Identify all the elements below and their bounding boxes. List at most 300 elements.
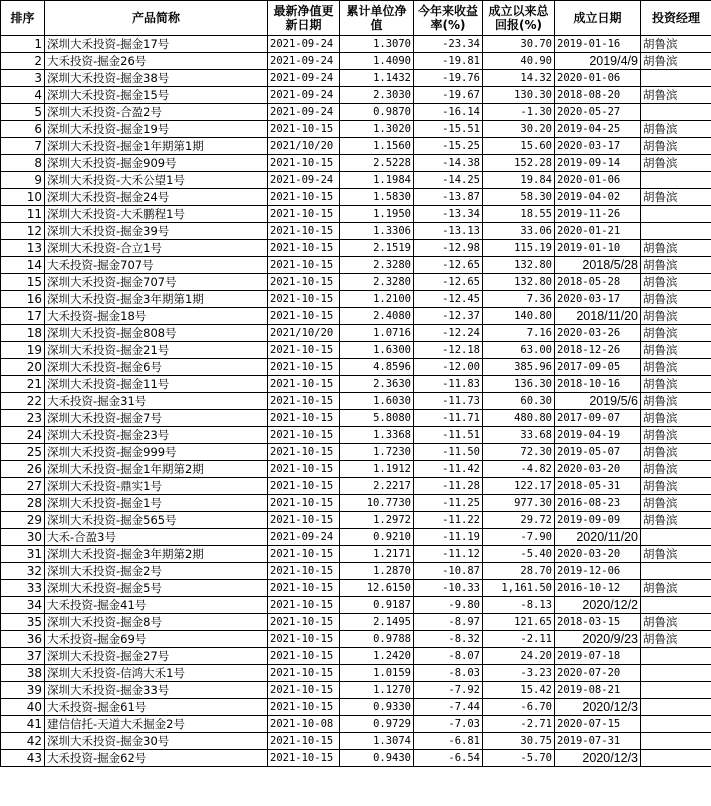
cell-manager: 胡鲁滨 [641,359,711,376]
cell-ytd-return: -13.87 [414,189,483,206]
cell-cumulative-nav: 1.1432 [340,70,414,87]
cell-ytd-return: -7.44 [414,699,483,716]
cell-founded-date: 2020-01-06 [555,172,641,189]
cell-cumulative-nav: 2.1519 [340,240,414,257]
cell-product-name: 深圳大禾投资-掘金1号 [45,495,268,512]
cell-product-name: 大禾投资-掘金707号 [45,257,268,274]
table-row [1,257,711,274]
table-row [1,597,711,614]
cell-rank: 4 [1,87,45,104]
cell-since-inception-return: 24.20 [483,648,555,665]
cell-founded-date: 2020-03-17 [555,138,641,155]
cell-since-inception-return: 19.84 [483,172,555,189]
table-row [1,614,711,631]
cell-since-inception-return: 132.80 [483,257,555,274]
cell-cumulative-nav: 2.3030 [340,87,414,104]
cell-product-name: 深圳大禾投资-掘金27号 [45,648,268,665]
table-row [1,359,711,376]
cell-since-inception-return: 29.72 [483,512,555,529]
cell-since-inception-return: 136.30 [483,376,555,393]
header-row [1,1,711,36]
cell-nav-date: 2021-09-24 [268,172,340,189]
cell-founded-date: 2020/9/23 [555,631,641,648]
cell-product-name: 大禾投资-掘金26号 [45,53,268,70]
cell-founded-date: 2019/4/9 [555,53,641,70]
cell-ytd-return: -11.22 [414,512,483,529]
cell-founded-date: 2020-07-20 [555,665,641,682]
header-manager: 投资经理 [641,1,711,36]
cell-ytd-return: -10.87 [414,563,483,580]
cell-since-inception-return: -8.13 [483,597,555,614]
table-row [1,342,711,359]
cell-rank: 31 [1,546,45,563]
cell-ytd-return: -12.18 [414,342,483,359]
cell-rank: 23 [1,410,45,427]
cell-rank: 39 [1,682,45,699]
cell-nav-date: 2021-10-15 [268,546,340,563]
cell-since-inception-return: 152.28 [483,155,555,172]
cell-since-inception-return: 7.36 [483,291,555,308]
cell-since-inception-return: -2.71 [483,716,555,733]
table-row [1,563,711,580]
cell-rank: 43 [1,750,45,767]
table-row [1,223,711,240]
cell-rank: 7 [1,138,45,155]
cell-manager: 胡鲁滨 [641,461,711,478]
cell-manager: 胡鲁滨 [641,393,711,410]
cell-nav-date: 2021-10-15 [268,478,340,495]
cell-product-name: 深圳大禾投资-掘金30号 [45,733,268,750]
cell-manager: 胡鲁滨 [641,36,711,53]
cell-nav-date: 2021-10-15 [268,682,340,699]
cell-manager: 胡鲁滨 [641,274,711,291]
cell-since-inception-return: 60.30 [483,393,555,410]
cell-nav-date: 2021-10-15 [268,597,340,614]
cell-founded-date: 2019-04-19 [555,427,641,444]
cell-manager: 胡鲁滨 [641,410,711,427]
table-row [1,444,711,461]
table-row [1,682,711,699]
cell-cumulative-nav: 0.9187 [340,597,414,614]
cell-ytd-return: -14.38 [414,155,483,172]
cell-nav-date: 2021-10-15 [268,206,340,223]
cell-product-name: 深圳大禾投资-掘金6号 [45,359,268,376]
header-ytd-return: 今年来收益率(%) [414,1,483,36]
cell-nav-date: 2021-10-15 [268,240,340,257]
cell-ytd-return: -12.24 [414,325,483,342]
cell-rank: 9 [1,172,45,189]
cell-since-inception-return: 130.30 [483,87,555,104]
table-row [1,155,711,172]
cell-nav-date: 2021-10-15 [268,308,340,325]
cell-rank: 8 [1,155,45,172]
cell-rank: 20 [1,359,45,376]
cell-ytd-return: -11.28 [414,478,483,495]
cell-rank: 42 [1,733,45,750]
cell-ytd-return: -6.81 [414,733,483,750]
cell-cumulative-nav: 0.9788 [340,631,414,648]
cell-nav-date: 2021-10-15 [268,274,340,291]
cell-nav-date: 2021/10/20 [268,325,340,342]
table-row [1,308,711,325]
cell-nav-date: 2021-09-24 [268,104,340,121]
cell-since-inception-return: 30.70 [483,36,555,53]
table-row [1,631,711,648]
cell-rank: 33 [1,580,45,597]
cell-ytd-return: -7.92 [414,682,483,699]
cell-ytd-return: -12.98 [414,240,483,257]
cell-rank: 34 [1,597,45,614]
cell-founded-date: 2018-03-15 [555,614,641,631]
cell-nav-date: 2021-10-15 [268,461,340,478]
cell-since-inception-return: 33.06 [483,223,555,240]
cell-manager [641,597,711,614]
cell-cumulative-nav: 1.3070 [340,36,414,53]
cell-nav-date: 2021-10-15 [268,291,340,308]
cell-manager: 胡鲁滨 [641,478,711,495]
table-row [1,206,711,223]
cell-founded-date: 2019-11-26 [555,206,641,223]
cell-manager [641,750,711,767]
cell-cumulative-nav: 1.6300 [340,342,414,359]
cell-product-name: 深圳大禾投资-大禾公望1号 [45,172,268,189]
cell-rank: 10 [1,189,45,206]
cell-cumulative-nav: 1.2972 [340,512,414,529]
cell-manager: 胡鲁滨 [641,342,711,359]
cell-ytd-return: -15.51 [414,121,483,138]
cell-cumulative-nav: 2.3630 [340,376,414,393]
cell-since-inception-return: 7.16 [483,325,555,342]
cell-founded-date: 2018-08-20 [555,87,641,104]
cell-rank: 2 [1,53,45,70]
cell-product-name: 深圳大禾投资-合立1号 [45,240,268,257]
cell-rank: 35 [1,614,45,631]
cell-product-name: 深圳大禾投资-掘金8号 [45,614,268,631]
cell-cumulative-nav: 1.2100 [340,291,414,308]
cell-product-name: 大禾投资-掘金69号 [45,631,268,648]
cell-manager: 胡鲁滨 [641,325,711,342]
cell-manager: 胡鲁滨 [641,631,711,648]
cell-product-name: 大禾投资-掘金61号 [45,699,268,716]
cell-rank: 21 [1,376,45,393]
cell-since-inception-return: 30.75 [483,733,555,750]
cell-cumulative-nav: 4.8596 [340,359,414,376]
cell-product-name: 深圳大禾投资-掘金2号 [45,563,268,580]
cell-product-name: 深圳大禾投资-掘金5号 [45,580,268,597]
cell-product-name: 深圳大禾投资-掘金999号 [45,444,268,461]
table-row [1,291,711,308]
cell-cumulative-nav: 1.1950 [340,206,414,223]
cell-manager [641,563,711,580]
cell-ytd-return: -12.65 [414,274,483,291]
table-row [1,495,711,512]
table-row [1,104,711,121]
cell-since-inception-return: -6.70 [483,699,555,716]
cell-manager: 胡鲁滨 [641,580,711,597]
cell-since-inception-return: 63.00 [483,342,555,359]
cell-founded-date: 2019-08-21 [555,682,641,699]
cell-founded-date: 2019-07-31 [555,733,641,750]
cell-rank: 14 [1,257,45,274]
cell-cumulative-nav: 1.7230 [340,444,414,461]
cell-product-name: 深圳大禾投资-掘金21号 [45,342,268,359]
cell-nav-date: 2021-10-15 [268,699,340,716]
cell-cumulative-nav: 1.3074 [340,733,414,750]
header-cumulative-nav: 累计单位净值 [340,1,414,36]
cell-ytd-return: -11.83 [414,376,483,393]
cell-cumulative-nav: 1.1984 [340,172,414,189]
table-row [1,274,711,291]
cell-manager: 胡鲁滨 [641,240,711,257]
cell-nav-date: 2021-09-24 [268,53,340,70]
cell-product-name: 深圳大禾投资-掘金1年期第1期 [45,138,268,155]
cell-founded-date: 2019-09-14 [555,155,641,172]
cell-cumulative-nav: 1.6030 [340,393,414,410]
cell-rank: 32 [1,563,45,580]
cell-product-name: 深圳大禾投资-合盈2号 [45,104,268,121]
cell-nav-date: 2021-10-15 [268,155,340,172]
cell-founded-date: 2018-12-26 [555,342,641,359]
table-row [1,70,711,87]
table-row [1,529,711,546]
cell-product-name: 深圳大禾投资-掘金7号 [45,410,268,427]
cell-nav-date: 2021-10-15 [268,733,340,750]
table-row [1,716,711,733]
cell-nav-date: 2021-10-15 [268,121,340,138]
cell-since-inception-return: 33.68 [483,427,555,444]
cell-product-name: 大禾投资-掘金41号 [45,597,268,614]
cell-nav-date: 2021-10-15 [268,614,340,631]
cell-nav-date: 2021-10-15 [268,665,340,682]
cell-rank: 16 [1,291,45,308]
cell-manager: 胡鲁滨 [641,87,711,104]
cell-rank: 37 [1,648,45,665]
cell-since-inception-return: -1.30 [483,104,555,121]
cell-since-inception-return: -7.90 [483,529,555,546]
cell-cumulative-nav: 1.5830 [340,189,414,206]
cell-founded-date: 2017-09-07 [555,410,641,427]
cell-rank: 29 [1,512,45,529]
cell-cumulative-nav: 10.7730 [340,495,414,512]
cell-since-inception-return: 977.30 [483,495,555,512]
table-row [1,427,711,444]
cell-manager: 胡鲁滨 [641,257,711,274]
cell-founded-date: 2019-01-10 [555,240,641,257]
cell-since-inception-return: 72.30 [483,444,555,461]
cell-ytd-return: -12.45 [414,291,483,308]
cell-rank: 25 [1,444,45,461]
cell-nav-date: 2021-10-15 [268,631,340,648]
table-row [1,376,711,393]
cell-since-inception-return: 122.17 [483,478,555,495]
cell-founded-date: 2018/5/28 [555,257,641,274]
table-row [1,461,711,478]
header-founded-date: 成立日期 [555,1,641,36]
cell-ytd-return: -13.34 [414,206,483,223]
cell-rank: 11 [1,206,45,223]
header-rank: 排序 [1,1,45,36]
cell-cumulative-nav: 0.9870 [340,104,414,121]
cell-rank: 26 [1,461,45,478]
cell-nav-date: 2021-10-15 [268,512,340,529]
table-row [1,648,711,665]
cell-since-inception-return: -4.82 [483,461,555,478]
cell-rank: 5 [1,104,45,121]
cell-cumulative-nav: 5.8080 [340,410,414,427]
header-since-inception-return: 成立以来总回报(%) [483,1,555,36]
cell-cumulative-nav: 0.9430 [340,750,414,767]
header-product-name: 产品简称 [45,1,268,36]
cell-product-name: 深圳大禾投资-信鸿大禾1号 [45,665,268,682]
cell-product-name: 大禾投资-掘金18号 [45,308,268,325]
cell-nav-date: 2021-10-15 [268,444,340,461]
cell-product-name: 深圳大禾投资-鼎实1号 [45,478,268,495]
cell-manager [641,529,711,546]
cell-manager: 胡鲁滨 [641,376,711,393]
cell-manager: 胡鲁滨 [641,546,711,563]
cell-rank: 40 [1,699,45,716]
cell-cumulative-nav: 1.2420 [340,648,414,665]
cell-product-name: 深圳大禾投资-掘金23号 [45,427,268,444]
cell-nav-date: 2021-10-15 [268,648,340,665]
table-row [1,733,711,750]
cell-product-name: 深圳大禾投资-掘金24号 [45,189,268,206]
cell-manager [641,682,711,699]
cell-cumulative-nav: 1.3020 [340,121,414,138]
cell-founded-date: 2020-05-27 [555,104,641,121]
cell-product-name: 深圳大禾投资-掘金39号 [45,223,268,240]
cell-nav-date: 2021-10-15 [268,257,340,274]
cell-nav-date: 2021-09-24 [268,529,340,546]
cell-cumulative-nav: 0.9210 [340,529,414,546]
cell-founded-date: 2018-05-31 [555,478,641,495]
cell-ytd-return: -13.13 [414,223,483,240]
cell-product-name: 深圳大禾投资-掘金1年期第2期 [45,461,268,478]
cell-rank: 36 [1,631,45,648]
table-row [1,750,711,767]
header-nav-date: 最新净值更新日期 [268,1,340,36]
cell-founded-date: 2020/12/3 [555,750,641,767]
cell-product-name: 深圳大禾投资-掘金808号 [45,325,268,342]
cell-founded-date: 2020/11/20 [555,529,641,546]
cell-manager: 胡鲁滨 [641,495,711,512]
cell-rank: 17 [1,308,45,325]
cell-nav-date: 2021-10-15 [268,750,340,767]
cell-rank: 38 [1,665,45,682]
table-row [1,121,711,138]
cell-since-inception-return: 28.70 [483,563,555,580]
cell-rank: 15 [1,274,45,291]
cell-ytd-return: -11.71 [414,410,483,427]
cell-ytd-return: -23.34 [414,36,483,53]
cell-since-inception-return: 115.19 [483,240,555,257]
cell-rank: 19 [1,342,45,359]
cell-cumulative-nav: 0.9330 [340,699,414,716]
cell-since-inception-return: 480.80 [483,410,555,427]
cell-product-name: 大禾-合盈3号 [45,529,268,546]
table-row [1,512,711,529]
cell-ytd-return: -8.03 [414,665,483,682]
cell-nav-date: 2021-10-15 [268,376,340,393]
cell-manager [641,70,711,87]
cell-since-inception-return: 121.65 [483,614,555,631]
table-row [1,240,711,257]
cell-nav-date: 2021-10-15 [268,427,340,444]
cell-rank: 30 [1,529,45,546]
cell-cumulative-nav: 1.4090 [340,53,414,70]
cell-product-name: 深圳大禾投资-掘金15号 [45,87,268,104]
cell-manager: 胡鲁滨 [641,155,711,172]
cell-manager [641,172,711,189]
table-row [1,699,711,716]
cell-cumulative-nav: 2.3280 [340,257,414,274]
cell-founded-date: 2017-09-05 [555,359,641,376]
cell-since-inception-return: 140.80 [483,308,555,325]
cell-manager: 胡鲁滨 [641,308,711,325]
cell-product-name: 深圳大禾投资-掘金11号 [45,376,268,393]
cell-founded-date: 2019-01-16 [555,36,641,53]
cell-product-name: 深圳大禾投资-掘金33号 [45,682,268,699]
cell-founded-date: 2019-07-18 [555,648,641,665]
cell-nav-date: 2021-09-24 [268,87,340,104]
cell-since-inception-return: 58.30 [483,189,555,206]
cell-ytd-return: -9.80 [414,597,483,614]
cell-ytd-return: -11.50 [414,444,483,461]
table-row [1,87,711,104]
cell-ytd-return: -6.54 [414,750,483,767]
cell-nav-date: 2021-09-24 [268,36,340,53]
cell-nav-date: 2021/10/20 [268,138,340,155]
cell-manager [641,104,711,121]
cell-founded-date: 2020-01-21 [555,223,641,240]
cell-founded-date: 2020-03-26 [555,325,641,342]
cell-cumulative-nav: 0.9729 [340,716,414,733]
cell-founded-date: 2019/5/6 [555,393,641,410]
cell-manager: 胡鲁滨 [641,444,711,461]
cell-rank: 13 [1,240,45,257]
cell-founded-date: 2020-07-15 [555,716,641,733]
cell-manager: 胡鲁滨 [641,291,711,308]
cell-founded-date: 2019-04-25 [555,121,641,138]
cell-ytd-return: -7.03 [414,716,483,733]
cell-nav-date: 2021-10-15 [268,563,340,580]
cell-ytd-return: -11.51 [414,427,483,444]
cell-cumulative-nav: 1.3306 [340,223,414,240]
cell-manager [641,699,711,716]
cell-manager: 胡鲁滨 [641,121,711,138]
cell-manager [641,223,711,240]
cell-rank: 6 [1,121,45,138]
cell-cumulative-nav: 1.1912 [340,461,414,478]
cell-product-name: 深圳大禾投资-掘金909号 [45,155,268,172]
cell-manager [641,716,711,733]
cell-ytd-return: -16.14 [414,104,483,121]
cell-rank: 18 [1,325,45,342]
cell-ytd-return: -8.32 [414,631,483,648]
cell-since-inception-return: -3.23 [483,665,555,682]
cell-nav-date: 2021-10-15 [268,580,340,597]
cell-ytd-return: -11.19 [414,529,483,546]
cell-manager [641,665,711,682]
cell-nav-date: 2021-09-24 [268,70,340,87]
cell-rank: 24 [1,427,45,444]
cell-founded-date: 2020-03-20 [555,546,641,563]
cell-manager: 胡鲁滨 [641,138,711,155]
cell-since-inception-return: 15.60 [483,138,555,155]
table-row [1,189,711,206]
table-row [1,478,711,495]
table-row [1,580,711,597]
